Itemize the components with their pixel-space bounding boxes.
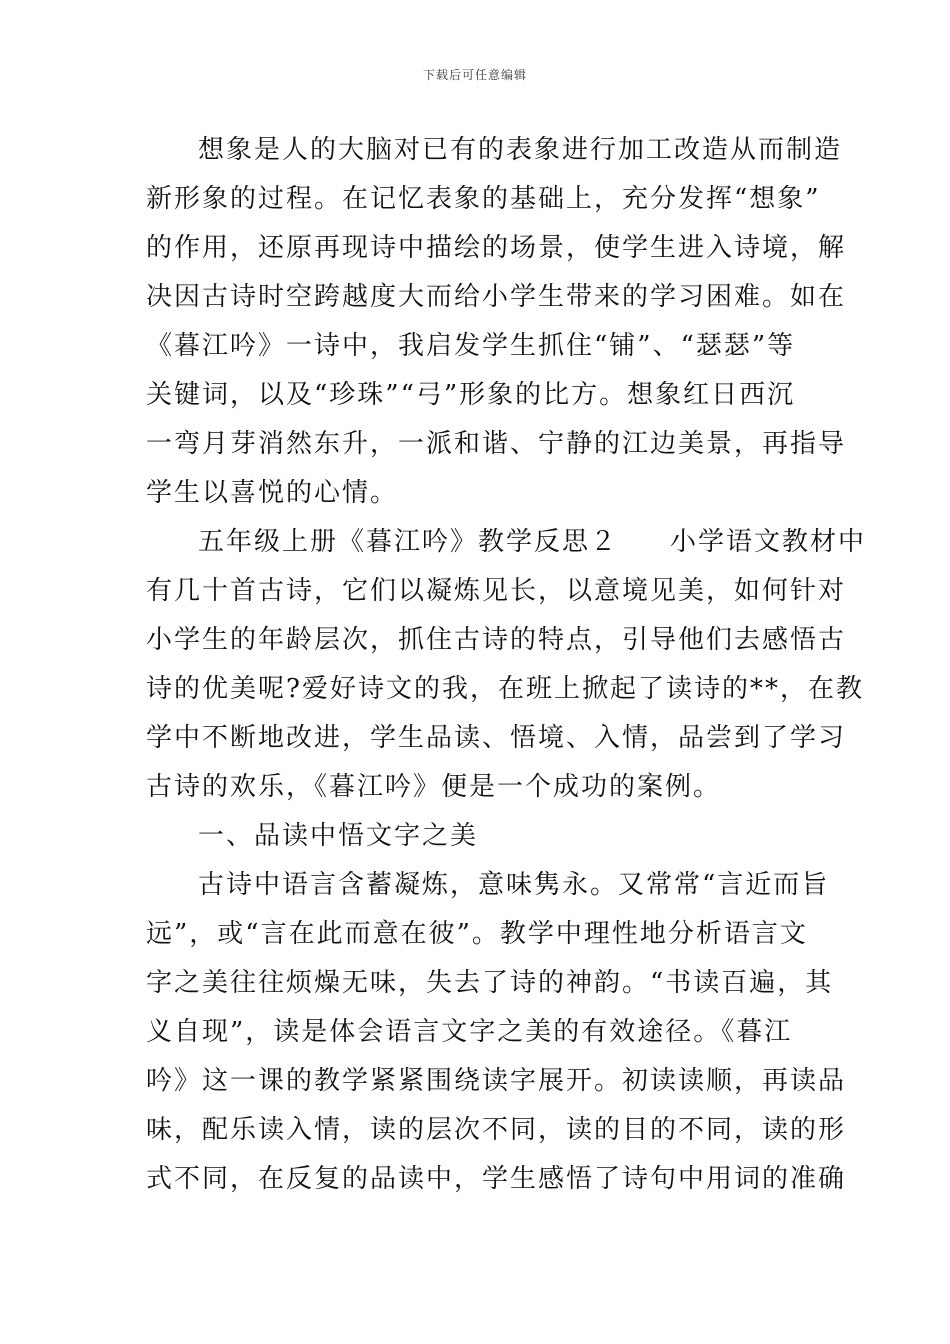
paragraph-1-line-1: 想象是人的大脑对已有的表象进行加工改造从而制造 <box>198 135 843 165</box>
paragraph-4-line-7: 式不同，在反复的品读中，学生感悟了诗句中用词的准确 <box>146 1164 847 1194</box>
paragraph-2-line-1 <box>146 518 867 567</box>
paragraph-4-line-6: 味，配乐读入情，读的层次不同，读的目的不同，读的形 <box>146 1115 847 1145</box>
subheading: 一、品读中悟文字之美 <box>198 821 479 851</box>
section-title: 五年级上册《暮江吟》教学反思２ <box>198 527 619 557</box>
paragraph-1-line-3: 的作用，还原再现诗中描绘的场景，使学生进入诗境，解 <box>146 233 847 263</box>
paragraph-1-line-4: 决因古诗时空跨越度大而给小学生带来的学习困难。如在 <box>146 282 847 312</box>
paragraph-2-line-2: 有几十首古诗，它们以凝炼见长，以意境见美，如何针对 <box>146 576 847 606</box>
paragraph-4-line-3: 字之美往往烦燥无味，失去了诗的神韵。“书读百遍，其 <box>146 968 834 998</box>
paragraph-1-line-5: 《暮江吟》一诗中，我启发学生抓住“铺”、“瑟瑟”等 <box>146 331 796 361</box>
paragraph-2-line-4: 诗的优美呢?爱好诗文的我，在班上掀起了读诗的**，在教 <box>146 674 864 704</box>
paragraph-1-line-2: 新形象的过程。在记忆表象的基础上，充分发挥“想象” <box>146 184 821 214</box>
paragraph-4-line-1: 古诗中语言含蓄凝炼，意味隽永。又常常“言近而旨 <box>198 870 830 900</box>
paragraph-1-line-7: 一弯月芽消然东升，一派和谐、宁静的江边美景，再指导 <box>146 429 847 459</box>
header-note: 下载后可任意编辑 <box>422 68 527 82</box>
paragraph-1-line-6: 关键词，以及“珍珠”“弓”形象的比方。想象红日西沉 <box>146 380 796 410</box>
paragraph-2-line-3: 小学生的年龄层次，抓住古诗的特点，引导他们去感悟古 <box>146 625 847 655</box>
paragraph-2-line-6: 古诗的欢乐，《暮江吟》便是一个成功的案例。 <box>146 772 722 802</box>
paragraph-2-line-5: 学中不断地改进，学生品读、悟境、入情，品尝到了学习 <box>146 723 847 753</box>
document-body <box>146 126 867 1204</box>
paragraph-1-line-8: 学生以喜悦的心情。 <box>146 478 399 508</box>
paragraph-4-line-4: 义自现”，读是体会语言文字之美的有效途径。《暮江 <box>146 1017 793 1047</box>
paragraph-2-line-1-rest: 小学语文教材中 <box>670 527 867 557</box>
paragraph-4-line-2: 远”，或“言在此而意在彼”。教学中理性地分析语言文 <box>146 919 808 949</box>
paragraph-4-line-5: 吟》这一课的教学紧紧围绕读字展开。初读读顺，再读品 <box>146 1066 847 1096</box>
